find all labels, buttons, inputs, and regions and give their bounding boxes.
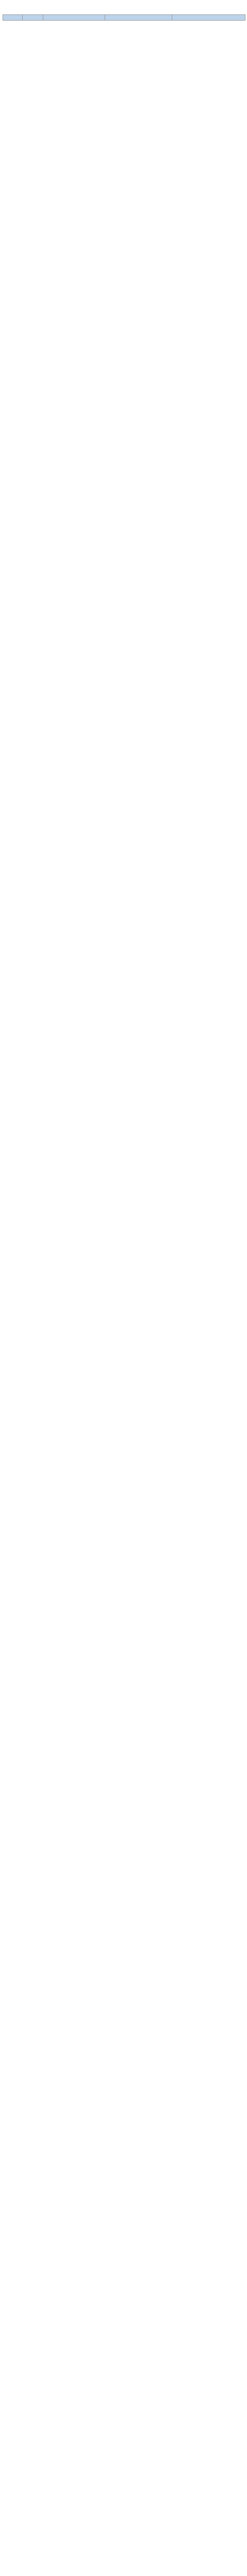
column-header-4 bbox=[105, 15, 172, 21]
header-row bbox=[3, 15, 245, 21]
column-header-5 bbox=[172, 15, 245, 21]
document-title bbox=[3, 3, 245, 14]
column-header-1 bbox=[3, 15, 22, 21]
column-header-2 bbox=[22, 15, 43, 21]
document-sheet bbox=[3, 0, 245, 21]
column-header-3 bbox=[43, 15, 105, 21]
table-header bbox=[3, 15, 245, 21]
data-table bbox=[3, 14, 245, 21]
